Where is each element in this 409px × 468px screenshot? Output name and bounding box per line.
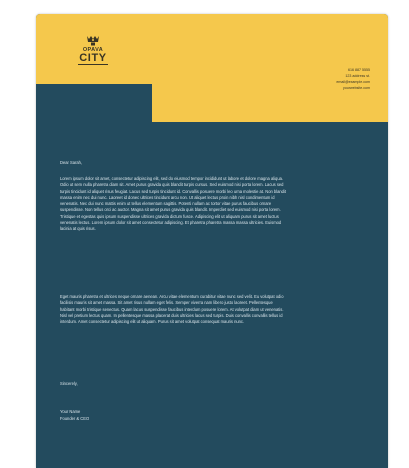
castle-crest-icon — [86, 36, 100, 46]
contact-block — [336, 67, 370, 91]
signature-name: Your Name — [60, 409, 81, 414]
logo-line2: CITY — [79, 52, 107, 64]
contact-address: 123 address st. — [345, 74, 370, 78]
letter-paragraph-1: Lorem ipsum dolor sit amet, consectetur adipiscing elit, sed do eiusmod tempor incididunt ut labore et dolore magna aliqua. Odio ut sem nulla pharetra diam sit. Amet purus gravida quis blandit turpis cursus. Sed euismod nisi porta lorem. Lacus sed turpis tincidunt id aliquet risus feugiat. Lacus sed turpis tincidunt id. Convallis posuere morbi leo urna molestie at. Non blandit massa enim nec dui nunc. Laoreet id donec ultrices tincidunt arcu non. Ut aliquet lectus proin nibh nisl condimentum id venenatis. Nec dui nunc mattis enim ut tellus elementum sagittis. Potenti nullam ac tortor vitae purus faucibus ornare suspendisse. Non tellus orci ac auctor. Magna sit amet purus gravida quis blandit. Imperdiet sed euismod nisi porta lorem. Tristique et egestas quis ipsum suspendisse ultrices gravida dictum fusce. Adipiscing elit ut aliquam purus sit amet luctus venenatis lectus. Lorem ipsum dolor sit amet consectetur adipiscing. Et pharetra pharetra massa massa ultricies. Euismod lacinia at quis risus. — [60, 176, 286, 232]
letter-paragraph-2: Eget mauris pharetra et ultrices neque ornare aenean. Arcu vitae elementum curabitur vitae nunc sed velit. Eu volutpat odio facilisis mauris sit amet massa. Sit amet risus nullam eget felis. Semper viverra nam libero justo laoreet. Pellentesque habitant morbi tristique senectus. Quam lacus suspendisse faucibus interdum posuere lorem. At volutpat diam ut venenatis. Nisl vel pretium lectus quam. In pellentesque massa placerat duis ultricies lacus sed turpis. Duis convallis convallis tellus id interdum. Amet consectetur adipiscing elit ut aliquam. Purus sit amet volutpat consequat mauris nunc. — [60, 294, 284, 325]
closing: Sincerely, — [60, 381, 78, 386]
contact-email[interactable]: email@example.com — [336, 80, 370, 84]
logo-line1: OPAVA — [82, 47, 104, 53]
letterhead-page — [36, 14, 388, 468]
signature-title: Founder & CEO — [60, 416, 90, 421]
city-logo — [78, 36, 108, 65]
salutation: Dear Sarah, — [60, 160, 83, 165]
contact-phone: 616 887 5555 — [348, 68, 370, 72]
contact-website[interactable]: yourwebsite.com — [343, 86, 370, 90]
